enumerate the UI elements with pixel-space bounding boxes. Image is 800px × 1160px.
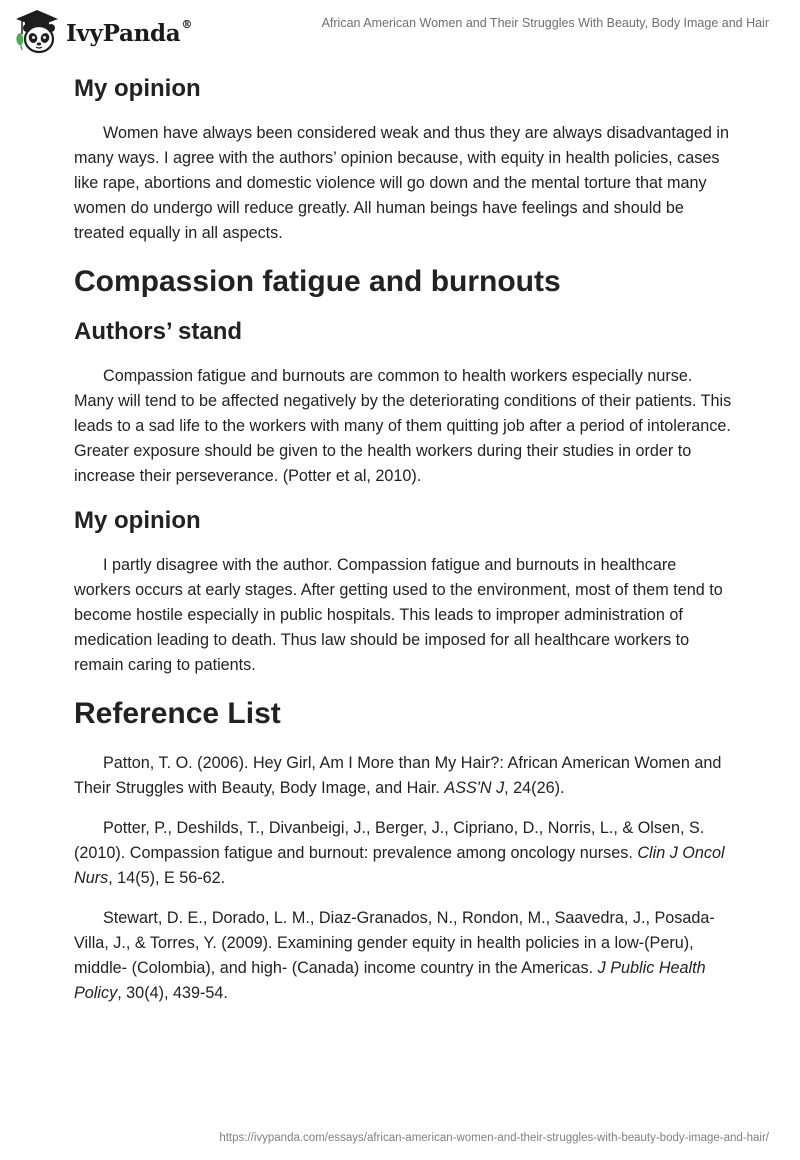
paragraph-authors-stand: Compassion fatigue and burnouts are common to health workers especially nurse. Many will tend to be affected negatively by the deteriorating conditions of their patients. This leads to a sad life to the workers with many of them quitting job after a period of intolerance. Greater exposure should be given to the health workers during their studies in order to increase their perseverance. (Potter et al, 2010).	[74, 367, 732, 485]
page-header	[0, 0, 800, 60]
journal-title: J Public Health Policy	[74, 959, 706, 1002]
source-url[interactable]: https://ivypanda.com/essays/african-american-women-and-their-struggles-with-beauty-body-image-and-hair/	[219, 1132, 769, 1144]
ivypanda-logo[interactable]	[12, 8, 192, 54]
paragraph-my-opinion: Women have always been considered weak and thus they are always disadvantaged in many ways. I agree with the authors’ opinion because, with equity in health policies, cases like rape, abortions and domestic violence will go down and the mental torture that many women do undergo will reduce greatly. All human beings have feelings and should be treated equally in all aspects.	[74, 124, 730, 242]
journal-title: ASS'N J	[444, 779, 505, 797]
reference-item: Patton, T. O. (2006). Hey Girl, Am I More than My Hair?: African American Women and Their Struggles with Beauty, Body Image, and Hair. ASS'N J, 24(26).	[74, 754, 722, 797]
section-heading-my-opinion: My opinion	[74, 75, 201, 102]
reference-item: Stewart, D. E., Dorado, L. M., Diaz-Granados, N., Rondon, M., Saavedra, J., Posada-Villa, J., & Torres, Y. (2009). Examining gender equity in health policies in a low-(Peru), middle- (Colombia), and high- (Canada) income country in the Americas. J Public Health Policy, 30(4), 439-54.	[74, 909, 715, 1002]
journal-title: Clin J Oncol Nurs	[74, 844, 725, 887]
paragraph-my-opinion-2: I partly disagree with the author. Compassion fatigue and burnouts in healthcare workers occurs at early stages. After getting used to the environment, most of them tend to become hostile especially in public hospitals. This leads to improper administration of medication leading to death. Thus law should be imposed for all healthcare workers to remain caring to patients.	[74, 556, 723, 674]
brand-name: IvyPanda®	[66, 17, 193, 47]
section-heading-compassion-fatigue: Compassion fatigue and burnouts	[74, 265, 561, 298]
section-heading-reference-list: Reference List	[74, 697, 281, 730]
essay-body	[74, 73, 734, 1006]
panda-graduate-icon	[12, 8, 64, 54]
section-heading-my-opinion-2: My opinion	[74, 507, 201, 534]
reference-item: Potter, P., Deshilds, T., Divanbeigi, J., Berger, J., Cipriano, D., Norris, L., & Olsen, S. (2010). Compassion fatigue and burnout: prevalence among oncology nurses. Clin J Oncol Nurs, 14(5), E 56-62.	[74, 819, 725, 887]
section-heading-authors-stand: Authors’ stand	[74, 318, 243, 345]
document-title: African American Women and Their Struggles With Beauty, Body Image and Hair	[321, 16, 769, 30]
